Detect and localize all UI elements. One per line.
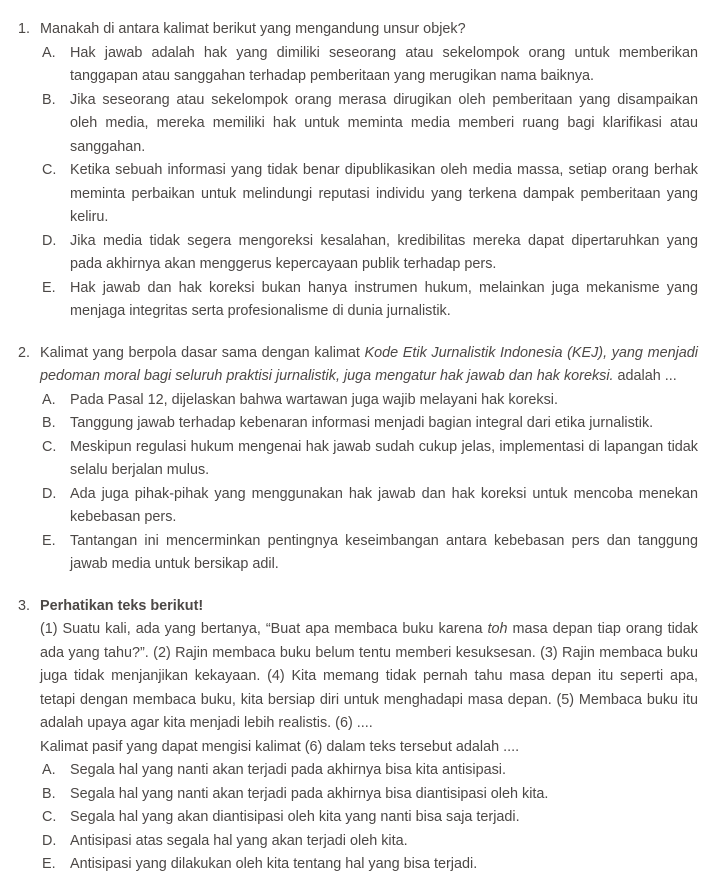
option-text: Jika seseorang atau sekelompok orang merasa dirugikan oleh pemberitaan yang disampaikan oleh media, mereka memiliki hak untuk meminta media memberi ruang bagi klarifikasi atau sanggahan. [70, 91, 698, 155]
option-item[interactable] [40, 42, 698, 89]
question-stem-2 [40, 342, 698, 389]
option-letter: D. [42, 832, 57, 849]
question-item-1 [12, 18, 698, 324]
options-list-1 [40, 42, 698, 324]
option-item[interactable] [40, 759, 698, 783]
option-text: Segala hal yang nanti akan terjadi pada akhirnya bisa diantisipasi oleh kita. [70, 785, 549, 802]
question-body-2 [40, 342, 698, 577]
option-letter: C. [42, 809, 57, 825]
question-number-1: 1. [18, 21, 31, 37]
option-item[interactable] [40, 412, 698, 436]
option-letter: A. [42, 391, 56, 408]
option-item[interactable] [40, 853, 698, 877]
option-item[interactable] [40, 89, 698, 160]
option-item[interactable] [40, 830, 698, 854]
option-text: Antisipasi atas segala hal yang akan terjadi oleh kita. [70, 832, 408, 849]
option-letter: C. [42, 162, 57, 178]
passage-part-2: masa depan tiap orang tidak ada yang tahu?”. (2) Rajin membaca buku belum tentu memberi kesuksesan. (3) Rajin membaca buku juga tidak menjanjikan kekayaan. (4) Kita memang tidak pernah tahu masa depan itu seperti apa, tetapi dengan membaca buku, kita bersiap diri untuk menghadapi masa depan. (5) Membaca buku itu adalah upaya agar kita menjadi lebih realistis. (6) .... [40, 621, 698, 731]
option-letter: B. [42, 91, 56, 108]
options-list-2 [40, 389, 698, 577]
option-letter: C. [42, 438, 57, 455]
option-text: Tanggung jawab terhadap kebenaran informasi menjadi bagian integral dari etika jurnalistik. [70, 415, 654, 431]
options-list-3 [40, 759, 698, 877]
option-item[interactable] [40, 483, 698, 530]
question-number-2: 2. [18, 344, 31, 361]
option-letter: A. [42, 44, 56, 61]
question-body-3 [40, 595, 698, 877]
option-text: Ada juga pihak-pihak yang menggunakan hak jawab dan hak koreksi untuk mencoba menekan kebebasan pers. [70, 485, 698, 525]
option-text: Segala hal yang nanti akan terjadi pada akhirnya bisa kita antisipasi. [70, 762, 506, 778]
option-letter: E. [42, 279, 56, 296]
option-text: Hak jawab dan hak koreksi bukan hanya instrumen hukum, melainkan juga mekanisme yang menjaga integritas serta profesionalisme di dunia jurnalistik. [70, 279, 698, 319]
question-stem-1: Manakah di antara kalimat berikut yang mengandung unsur objek? [40, 21, 466, 37]
question-item-2 [12, 342, 698, 577]
option-item[interactable] [40, 159, 698, 230]
passage-italic-toh: toh [487, 621, 508, 637]
stem-italic-citation: Kode Etik Jurnalistik Indonesia (KEJ), yang menjadi pedoman moral bagi seluruh praktisi jurnalistik, juga mengatur hak jawab dan hak koreksi. [40, 344, 698, 384]
stem-plain-before: Kalimat yang berpola dasar sama dengan kalimat [40, 344, 365, 361]
option-item[interactable] [40, 436, 698, 483]
question-number-3: 3. [18, 597, 31, 614]
question-passage-3 [40, 618, 698, 736]
option-letter: A. [42, 762, 56, 778]
option-item[interactable] [40, 277, 698, 324]
option-letter: E. [42, 856, 56, 872]
option-text: Ketika sebuah informasi yang tidak benar dipublikasikan oleh media massa, setiap orang berhak meminta perbaikan untuk melindungi reputasi individu yang terkena dampak pemberitaan yang keliru. [70, 162, 698, 225]
passage-part-1: (1) Suatu kali, ada yang bertanya, “Buat apa membaca buku karena [40, 621, 488, 637]
stem-plain-after: adalah ... [613, 368, 677, 384]
option-letter: B. [42, 785, 56, 802]
option-item[interactable] [40, 389, 698, 413]
option-text: Pada Pasal 12, dijelaskan bahwa wartawan juga wajib melayani hak koreksi. [70, 391, 558, 408]
question-prompt-3: Kalimat pasif yang dapat mengisi kalimat (6) dalam teks tersebut adalah .... [40, 738, 520, 755]
option-text: Jika media tidak segera mengoreksi kesalahan, kredibilitas mereka dapat dipertaruhkan yang pada akhirnya akan menggerus kepercayaan publik terhadap pers. [70, 232, 698, 272]
option-letter: E. [42, 532, 56, 549]
option-text: Meskipun regulasi hukum mengenai hak jawab sudah cukup jelas, implementasi di lapangan tidak selalu berjalan mulus. [70, 438, 698, 478]
option-letter: D. [42, 232, 57, 249]
option-letter: D. [42, 485, 57, 502]
option-text: Hak jawab adalah hak yang dimiliki seseorang atau sekelompok orang untuk memberikan tanggapan atau sanggahan terhadap pemberitaan yang merugikan nama baiknya. [70, 44, 698, 84]
question-body-1 [40, 18, 698, 324]
option-text: Segala hal yang akan diantisipasi oleh kita yang nanti bisa saja terjadi. [70, 809, 520, 825]
option-item[interactable] [40, 783, 698, 807]
option-text: Antisipasi yang dilakukan oleh kita tentang hal yang bisa terjadi. [70, 856, 478, 872]
question-item-3 [12, 595, 698, 877]
option-letter: B. [42, 415, 56, 431]
option-item[interactable] [40, 806, 698, 830]
question-stem-3: Perhatikan teks berikut! [40, 597, 204, 614]
option-text: Tantangan ini mencerminkan pentingnya keseimbangan antara kebebasan pers dan tanggung jawab media untuk bersikap adil. [70, 532, 698, 572]
option-item[interactable] [40, 530, 698, 577]
option-item[interactable] [40, 230, 698, 277]
